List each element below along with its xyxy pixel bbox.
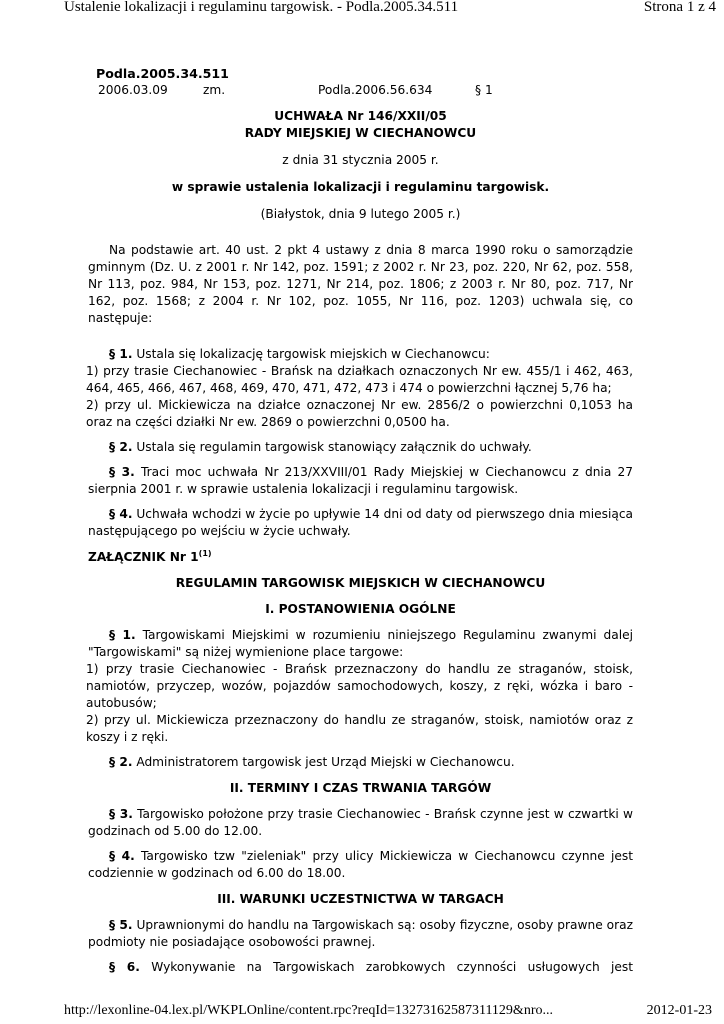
paragraph-2-text: Ustala się regulamin targowisk stanowiący załącznik do uchwały. xyxy=(136,440,532,454)
regulation-paragraph-6-label: § 6. xyxy=(109,960,140,974)
paragraph-1-label: § 1. xyxy=(109,347,133,361)
regulation-paragraph-2-label: § 2. xyxy=(109,755,133,769)
resolution-date: z dnia 31 stycznia 2005 r. xyxy=(282,153,439,167)
paragraph-4-text: Uchwała wchodzi w życie po upływie 14 dni od daty od pierwszego dnia miesiąca następującego po wejściu w życie uchwały. xyxy=(88,507,633,538)
annex-heading xyxy=(88,549,633,566)
regulation-paragraph-6-text: Wykonywanie na Targowiskach zarobkowych czynności usługowych jest xyxy=(151,960,633,974)
meta-zm: zm. xyxy=(203,83,226,97)
meta-date: 2006.03.09 xyxy=(98,83,168,97)
chapter-2-heading: II. TERMINY I CZAS TRWANIA TARGÓW xyxy=(229,781,492,795)
paragraph-4-label: § 4. xyxy=(109,507,133,521)
paragraph-2 xyxy=(88,439,633,456)
paragraph-1-item-1: 1) przy trasie Ciechanowiec - Brańsk na działkach oznaczonych Nr ew. 455/1 i 462, 463, 464, 465, 466, 467, 468, 469, 470, 471, 472, 473 i 474 o powierzchni łącznej 5,76 ha; xyxy=(86,364,633,395)
paragraph-3-text: Traci moc uchwała Nr 213/XXVIII/01 Rady Miejskiej w Ciechanowcu z dnia 27 sierpnia 2001 r. w sprawie ustalenia lokalizacji i regulaminu targowisk. xyxy=(88,465,633,496)
chapter-1-heading: I. POSTANOWIENIA OGÓLNE xyxy=(265,602,456,616)
footer-date: 2012-01-23 xyxy=(646,1003,712,1018)
regulation-paragraph-1 xyxy=(88,627,633,661)
page-header xyxy=(0,0,724,22)
paragraph-3 xyxy=(88,464,633,498)
regulation-paragraph-1-text: Targowiskami Miejskimi w rozumieniu niniejszego Regulaminu zwanymi dalej "Targowiskami" są niżej wymienione place targowe: xyxy=(88,628,634,659)
paragraph-1-text: Ustala się lokalizację targowisk miejskich w Ciechanowcu: xyxy=(136,347,490,361)
paragraph-2-label: § 2. xyxy=(109,440,133,454)
paragraph-1 xyxy=(88,346,633,363)
annex-title: ZAŁĄCZNIK Nr 1 xyxy=(88,550,199,564)
preamble: Na podstawie art. 40 ust. 2 pkt 4 ustawy z dnia 8 marca 1990 roku o samorządzie gminnym (Dz. U. z 2001 r. Nr 142, poz. 1591; z 2002 r. Nr 23, poz. 220, Nr 62, poz. 558, Nr 113, poz. 984, Nr 153, poz. 1271, Nr 214, poz. 1806; z 2003 r. Nr 80, poz. 717, Nr 162, poz. 1568; z 2004 r. Nr 102, poz. 1055, Nr 116, poz. 1203) uchwala się, co następuje: xyxy=(88,243,633,325)
regulation-paragraph-1-item-2: 2) przy ul. Mickiewicza przeznaczony do handlu ze straganów, stoisk, namiotów oraz z koszy i z ręki. xyxy=(86,713,633,744)
regulation-paragraph-2 xyxy=(88,754,633,771)
regulation-paragraph-5 xyxy=(88,917,633,951)
document-meta xyxy=(88,82,633,99)
meta-paragraph[interactable]: § 1 xyxy=(475,83,493,97)
paragraph-4 xyxy=(88,506,633,540)
regulation-paragraph-1-item-1: 1) przy trasie Ciechanowiec - Brańsk przeznaczony do handlu ze straganów, stoisk, namiotów, przyczep, wozów, pojazdów samochodowych, koszy, z ręki, wózka i baro - autobusów; xyxy=(86,662,633,710)
page-number: Strona 1 z 4 xyxy=(643,0,716,15)
regulation-paragraph-4-text: Targowisko tzw "zieleniak" przy ulicy Mickiewicza w Ciechanowcu czynne jest codziennie w godzinach od 6.00 do 18.00. xyxy=(88,849,633,880)
footer-url[interactable]: http://lexonline-04.lex.pl/WKPLOnline/content.rpc?reqId=1327316258731​1129&nro... xyxy=(64,1003,553,1018)
meta-ref[interactable]: Podla.2006.56.634 xyxy=(318,83,433,97)
regulation-paragraph-1-label: § 1. xyxy=(109,628,136,642)
regulation-paragraph-4 xyxy=(88,848,633,882)
header-title: Ustalenie lokalizacji i regulaminu targowisk. - Podla.2005.34.511 xyxy=(64,0,459,15)
annex-footnote-ref[interactable]: (1) xyxy=(198,548,212,558)
document-body xyxy=(88,65,633,976)
chapter-3-heading: III. WARUNKI UCZESTNICTWA W TARGACH xyxy=(217,892,504,906)
regulation-paragraph-4-label: § 4. xyxy=(109,849,135,863)
resolution-subject: w sprawie ustalenia lokalizacji i regulaminu targowisk. xyxy=(171,180,550,194)
regulation-paragraph-2-text: Administratorem targowisk jest Urząd Miejski w Ciechanowcu. xyxy=(136,755,515,769)
regulation-paragraph-5-label: § 5. xyxy=(109,918,133,932)
regulation-paragraph-3-text: Targowisko położone przy trasie Ciechanowiec - Brańsk czynne jest w czwartki w godzinach od 5.00 do 12.00. xyxy=(88,807,634,838)
resolution-council: RADY MIEJSKIEJ W CIECHANOWCU xyxy=(244,126,477,140)
document-id: Podla.2005.34.511 xyxy=(96,66,229,81)
page-footer xyxy=(0,1003,724,1023)
regulation-title: REGULAMIN TARGOWISK MIEJSKICH W CIECHANOWCU xyxy=(175,576,546,590)
regulation-paragraph-5-text: Uprawnionymi do handlu na Targowiskach są: osoby fizyczne, osoby prawne oraz podmioty nie posiadające osobowości prawnej. xyxy=(88,918,634,949)
paragraph-3-label: § 3. xyxy=(109,465,135,479)
paragraph-1-item-2: 2) przy ul. Mickiewicza na działce oznaczonej Nr ew. 2856/2 o powierzchni 0,1053 ha oraz na części działki Nr ew. 2869 o powierzchni 0,0500 ha. xyxy=(86,398,633,429)
publication-place-date: (Białystok, dnia 9 lutego 2005 r.) xyxy=(260,207,461,221)
regulation-paragraph-3 xyxy=(88,806,633,840)
resolution-title: UCHWAŁA Nr 146/XXII/05 xyxy=(274,109,447,123)
regulation-paragraph-6 xyxy=(88,959,633,976)
regulation-paragraph-3-label: § 3. xyxy=(109,807,133,821)
